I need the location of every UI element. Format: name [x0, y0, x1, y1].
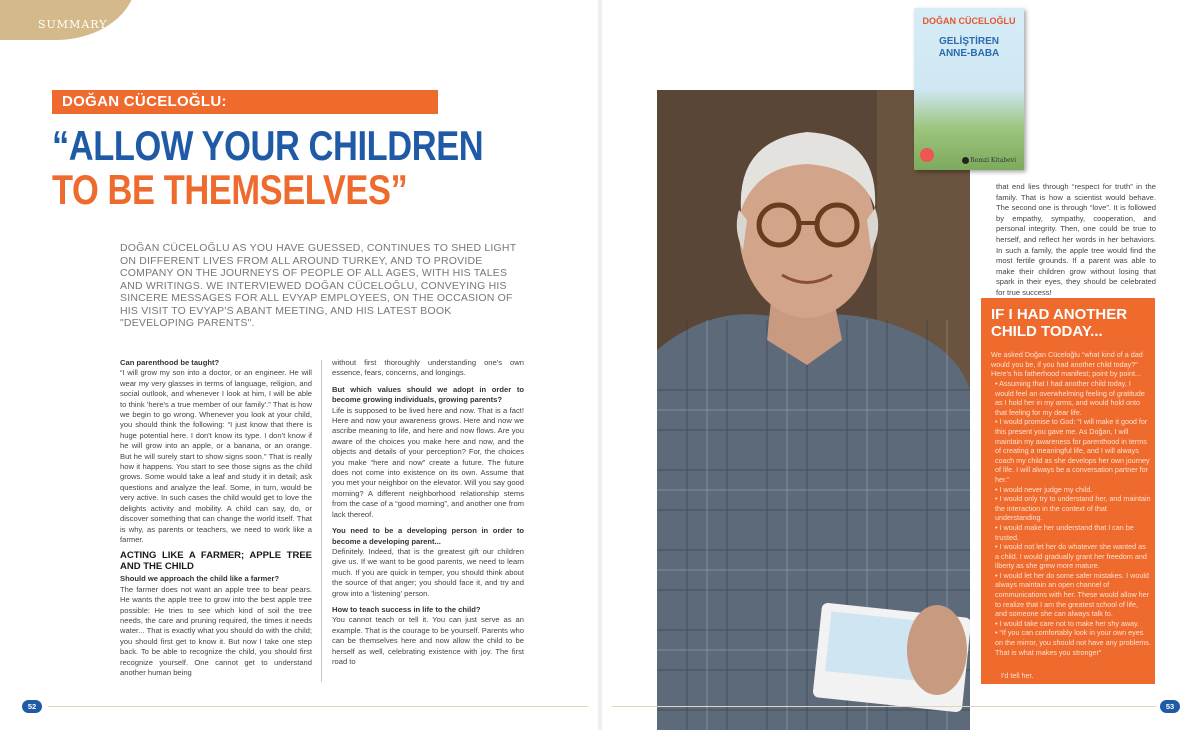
subheading: ACTING LIKE A FARMER; APPLE TREE AND THE CHILD — [120, 550, 312, 572]
footer-rule-left — [48, 706, 588, 707]
book-seal — [920, 148, 934, 162]
list-item: • I would let her do some safer mistakes. I would always maintain an open channel of communications with her. These would allow her to realize that I am the greatest school of life, and someone she can always talk to. — [991, 571, 1151, 619]
question: How to teach success in life to the child? — [332, 604, 481, 614]
answer: Definitely. Indeed, that is the greatest gift our children give us. If we want to be good parents, we need to learn much. If you are quick in temper, you should think about the source of that anger; you should face it, and try and grow into a 'listening' person. — [332, 546, 524, 598]
list-item: • I would make her understand that I can be trusted. — [991, 523, 1151, 542]
answer: Life is supposed to be lived here and now. That is a fact! Here and now your awareness grows. Here and now we ascribe meaning to life, and here and now flows. Are you aware of the choices you make here and now, and the objects and details of your perception? For, the choices you make “here and now” create a future. The future does not come into existence on its own. Assume that you met your neighbor on the elevator. Will you say good morning? A different neighborhood relationship stems from the case of a “good morning”, and another one from lack thereof. — [332, 405, 524, 519]
sidebar-title: IF I HAD ANOTHER CHILD TODAY... — [991, 306, 1128, 340]
book-publisher: Remzi Kitabevi — [970, 157, 1016, 164]
page-gutter — [597, 0, 603, 730]
book-author: DOĞAN CÜCELOĞLU — [922, 16, 1016, 26]
answer: You cannot teach or tell it. You can just serve as an example. That is the courage to be yourself. Parents who can be themselves here and now allow the child to be herself as well, celebrating existence with joy. The first road to — [332, 615, 524, 666]
portrait-illustration — [657, 90, 970, 730]
headline-line-1: “ALLOW YOUR CHILDREN — [52, 122, 484, 169]
section-label: SUMMARY — [38, 18, 108, 31]
answer: The farmer does not want an apple tree to bear pears. He wants the apple tree to grow into the best apple tree possible: He tries to see which kind of soil the tree needs, the care and pruning required, the times it needs water... That is exactly what you should do with the child; you should first get to know it. But now I take one step back. To be able to recognize the child, you should first recognize yourself. One cannot get to understand another human being — [120, 584, 312, 677]
list-item: • I would never judge my child. — [991, 485, 1151, 495]
question: Should we approach the child like a farmer? — [120, 574, 280, 584]
footer-rule-right — [612, 706, 1156, 707]
answer: “I will grow my son into a doctor, or an engineer. He will wear my very glasses in terms of language, religion, and social outlook, and whenever I look at him, I will be able to think 'here's a true member of our family'.” That is how we begin to go wrong. Whenever you look at your child, you should think the following: “I just know that there is huge potential here. I don't know its type. I don't know if he will grow into an apple, or a banana, or an orange. But he will surely start to show signs soon.” That is really how it happens. You start to see those signs as the child grows. Some would take a leaf and study it in detail; ask questions and analyze the leaf. Some, in turn, would be very active. In such cases the child would get to love the delights activity and mobility. A child can say, do, or discover something that can change the world itself. That is why, as parents or teachers, we need to work like a farmer. — [120, 368, 312, 544]
sidebar-list — [991, 379, 1151, 657]
sidebar-intro: We asked Doğan Cüceloğlu “what kind of a dad would you be, if you had another child today?” Here's his fatherhood manifest; point by point... — [991, 350, 1143, 379]
answer: without first thoroughly understanding one's own essence, fears, concerns, and longings. — [332, 358, 524, 378]
list-item: • I would only try to understand her, and maintain the interaction in the context of that understanding. — [991, 494, 1151, 523]
book-title — [914, 36, 1024, 60]
publisher-logo — [962, 157, 969, 164]
list-item: • “If you can comfortably look in your own eyes on the mirror, you should not have any problems. That is what makes you stronger” — [991, 628, 1151, 657]
book-title-line-1: GELİŞTİREN — [938, 36, 999, 47]
article-continuation: that end lies through “respect for truth” in the family. That is how a scientist would behave. The second one is through “love”. It is followed by empathy, sympathy, cooperation, and personal integrity. Then, one could be true to herself, and reflect her words in her behaviors. In such a family, the apple tree would find the most fertile grounds. If a parent was able to make their children grow without losing that spark in their eyes, they should be celebrated for true success! — [996, 182, 1156, 297]
page-number-right: 53 — [1160, 700, 1180, 713]
sidebar-box — [981, 298, 1155, 684]
portrait-photo — [657, 90, 970, 730]
headline-line-2: TO BE THEMSELVES” — [52, 166, 408, 213]
headline — [52, 124, 578, 212]
list-item: • I would take care not to make her shy away. — [991, 619, 1151, 629]
list-item: • I would promise to God: “I will make it good for this present you gave me. As Doğan, I will maintain my awareness for parenthood in terms of creating a meaningful life, and I will always coach my child as she develops her own journey of life. I will always be a conversation partner for her.” — [991, 417, 1151, 484]
list-item: • I would not let her do whatever she wanted as a child. I would gradually grant her freedom and liberty as she grew more mature. — [991, 542, 1151, 571]
article-column-2 — [332, 358, 524, 673]
book-title-line-2: ANNE-BABA — [938, 48, 1000, 59]
list-item: • Assuming that I had another child today, I would feel an overwhelming feeling of gratitude as I hold her in my arms, and would hold onto that feeling for my dear life. — [991, 379, 1151, 417]
intro-paragraph: DOĞAN CÜCELOĞLU AS YOU HAVE GUESSED, CONTINUES TO SHED LIGHT ON DIFFERENT LIVES FROM ALL AROUND TURKEY, AND TO PROVIDE COMPANY ON THE JOURNEYS OF PEOPLE OF ALL AGES, WITH HIS TALES AND WRITINGS. WE INTERVIEWED DOĞAN CÜCELOĞLU, CONVEYING HIS SINCERE MESSAGES FOR ALL EVYAP EMPLOYEES, ON THE OCCASION OF HIS VISIT TO EVYAP'S ABANT MEETING, AND HIS LATEST BOOK "DEVELOPING PARENTS". — [120, 242, 517, 329]
author-name: DOĞAN CÜCELOĞLU: — [62, 93, 227, 110]
article-column-1 — [120, 358, 312, 684]
question: You need to be a developing person in order to become a developing parent... — [332, 526, 524, 546]
column-divider — [321, 360, 322, 682]
question: But which values should we adopt in order to become growing individuals, growing parents? — [332, 384, 524, 405]
author-name-bar — [52, 90, 438, 114]
page-number-left: 52 — [22, 700, 42, 713]
question: Can parenthood be taught? — [120, 358, 220, 367]
sidebar-closing: I'd tell her. — [1001, 671, 1034, 680]
book-cover — [914, 8, 1024, 170]
